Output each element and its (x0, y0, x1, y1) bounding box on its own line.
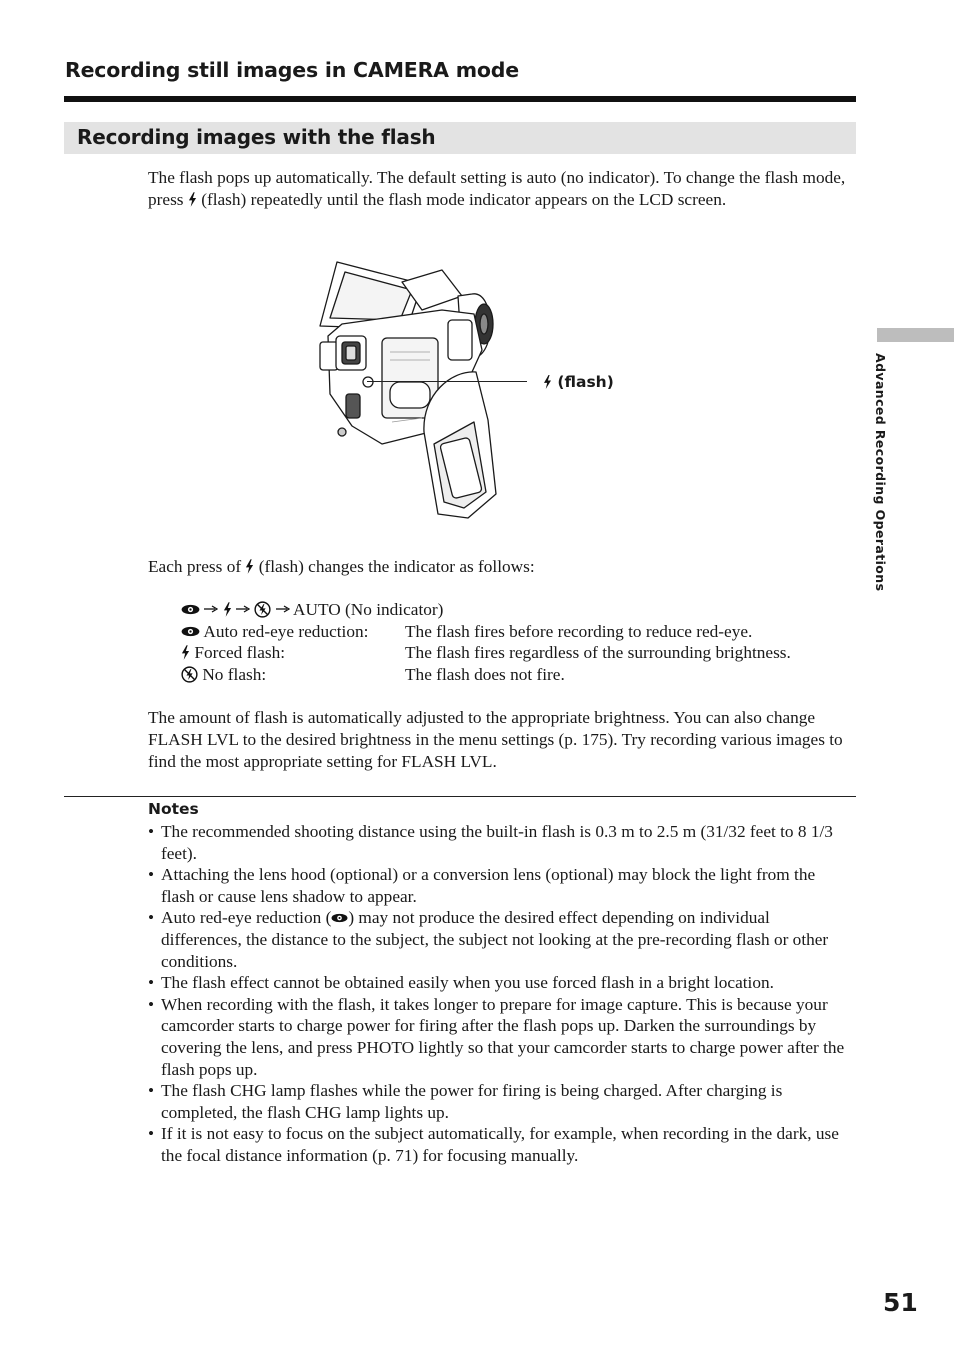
flash-icon (543, 375, 552, 389)
note-item (148, 907, 853, 972)
mode-description: The flash fires regardless of the surrounding brightness. (405, 643, 791, 662)
notes-divider (64, 796, 856, 797)
each-press-paragraph (148, 556, 856, 578)
arrow-right-icon (236, 603, 250, 615)
callout-label-text: (flash) (557, 373, 614, 391)
note-item: • Attaching the lens hood (optional) or a conversion lens (optional) may block the light from the flash or cause lens shadow to appear. (148, 864, 853, 907)
flash-button-callout (543, 373, 614, 391)
note-item: • If it is not easy to focus on the subject automatically, for example, when recording in the dark, use the focal distance information (p. 71) for focusing manually. (148, 1123, 853, 1166)
subsection-header (64, 122, 856, 154)
flash-icon (188, 192, 197, 207)
sequence-end-label: AUTO (No indicator) (293, 600, 444, 619)
red-eye-icon (181, 626, 200, 637)
note-text: Auto red-eye reduction ( (161, 908, 332, 928)
each-press-text-2: (flash) changes the indicator as follows: (258, 557, 535, 576)
no-flash-icon (181, 666, 198, 683)
arrow-right-icon (276, 603, 290, 615)
mode-description: The flash fires before recording to reduce red-eye. (405, 622, 753, 641)
mode-row-forced-flash (181, 642, 285, 664)
note-item: • The flash CHG lamp flashes while the power for firing is being charged. After charging is completed, the flash CHG lamp lights up. (148, 1080, 853, 1123)
intro-text-1: The flash pops up automatically. The default setting is auto (no indicator). To change the flash mode, press (148, 168, 846, 209)
mode-row-no-flash (181, 664, 266, 686)
chapter-tab-label: Advanced Recording Operations (873, 353, 888, 592)
notes-list (148, 821, 853, 1167)
flash-icon (223, 602, 232, 617)
intro-text-2: (flash) repeatedly until the flash mode indicator appears on the LCD screen. (201, 189, 727, 209)
flash-level-paragraph: The amount of flash is automatically adjusted to the appropriate brightness. You can also change FLASH LVL to the desired brightness in the menu settings (p. 175). Try recording various images to find the most appropriate setting for FLASH LVL. (148, 708, 843, 771)
title-rule (64, 96, 856, 102)
red-eye-icon (181, 604, 200, 615)
subsection-title: Recording images with the flash (77, 125, 436, 149)
note-text: ) may not produce the desired effect depending on individual differences, the distance to the subject, the subject not looking at the pre-recording flash or other conditions. (161, 908, 829, 971)
flash-icon (181, 645, 190, 660)
no-flash-icon (254, 601, 271, 618)
note-item: • When recording with the flash, it takes longer to prepare for image capture. This is because your camcorder starts to charge power for firing after the flash pops up. Darken the surroundings by covering the lens, and press PHOTO lightly so that your camcorder starts to charge power after the flash pops up. (148, 994, 853, 1080)
note-item: • The flash effect cannot be obtained easily when you use forced flash in a bright location. (148, 972, 853, 994)
each-press-text-1: Each press of (148, 557, 242, 576)
mode-row-red-eye (181, 621, 368, 643)
red-eye-icon (331, 913, 348, 923)
note-item: • The recommended shooting distance using the built-in flash is 0.3 m to 2.5 m (31/32 feet to 8 1/3 feet). (148, 821, 853, 864)
mode-label: Auto red-eye reduction: (203, 622, 369, 641)
intro-paragraph (148, 167, 856, 211)
section-title: Recording still images in CAMERA mode (65, 58, 519, 82)
mode-label: Forced flash: (194, 643, 286, 662)
camcorder-illustration (312, 254, 512, 524)
notes-heading: Notes (148, 800, 199, 818)
arrow-right-icon (204, 603, 218, 615)
flash-icon (245, 559, 254, 574)
callout-leader-line (367, 381, 527, 382)
flash-mode-sequence (181, 599, 443, 621)
chapter-tab-marker (877, 328, 954, 342)
page-number: 51 (883, 1288, 918, 1317)
mode-label: No flash: (202, 665, 267, 684)
mode-description: The flash does not fire. (405, 665, 565, 684)
